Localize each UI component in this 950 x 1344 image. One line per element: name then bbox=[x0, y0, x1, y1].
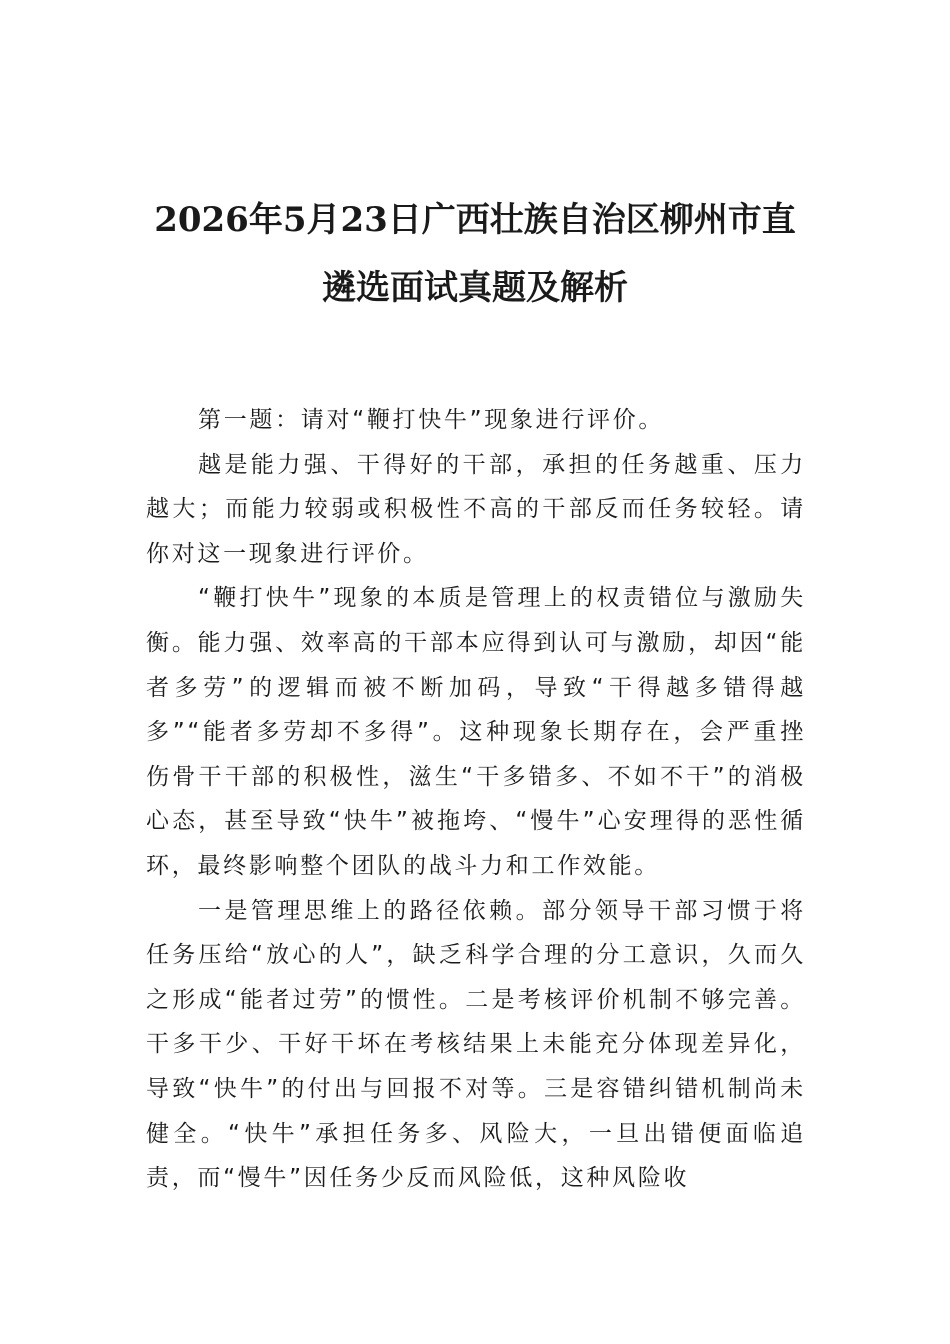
question-heading: 第一题：请对“鞭打快牛”现象进行评价。 bbox=[198, 407, 665, 433]
document-body bbox=[146, 398, 806, 1201]
title-line-1: 2026年5月23日广西壮族自治区柳州市直 bbox=[154, 200, 796, 240]
title-line-2: 遴选面试真题及解析 bbox=[322, 268, 628, 308]
document-title bbox=[120, 186, 830, 322]
answer-paragraph-essence: “鞭打快牛”现象的本质是管理上的权责错位与激励失衡。能力强、效率高的干部本应得到认可与激励，却因“能者多劳”的逻辑而被不断加码，导致“干得越多错得越多”“能者多劳却不多得”。这种现象长期存在，会严重挫伤骨干干部的积极性，滋生“干多错多、不如不干”的消极心态，甚至导致“快牛”被拖垮、“慢牛”心安理得的恶性循环，最终影响整个团队的战斗力和工作效能。 bbox=[146, 585, 806, 879]
answer-paragraph-causes: 一是管理思维上的路径依赖。部分领导干部习惯于将任务压给“放心的人”，缺乏科学合理的分工意识，久而久之形成“能者过劳”的惯性。二是考核评价机制不够完善。干多干少、干好干坏在考核结果上未能充分体现差异化，导致“快牛”的付出与回报不对等。三是容错纠错机制尚未健全。“快牛”承担任务多、风险大，一旦出错便面临追责，而“慢牛”因任务少反而风险低，这种风险收 bbox=[146, 897, 806, 1192]
question-description: 越是能力强、干得好的干部，承担的任务越重、压力越大；而能力较弱或积极性不高的干部反而任务较轻。请你对这一现象进行评价。 bbox=[146, 451, 806, 567]
